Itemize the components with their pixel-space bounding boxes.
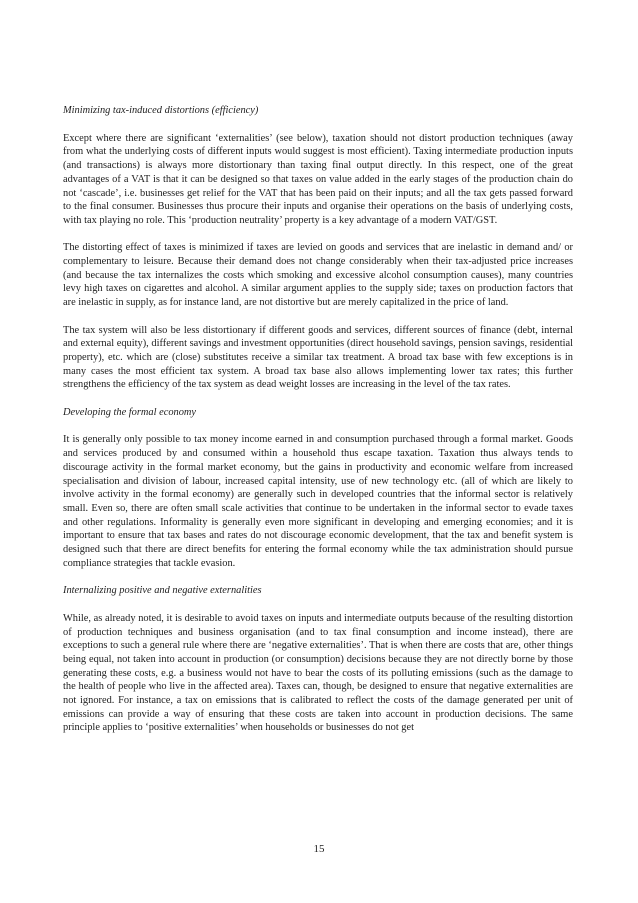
section-heading: Developing the formal economy [63,406,197,418]
section-formal-economy [63,406,573,571]
section-efficiency [63,104,573,392]
page-number: 15 [313,843,325,855]
document-body [63,104,573,749]
section-heading: Minimizing tax-induced distortions (efficiency) [63,105,259,116]
paragraph: Except where there are significant ‘externalities’ (see below), taxation should not distort production techniques (away from what the underlying costs of different inputs would suggest is most efficient). Taxing intermediate production inputs (and transactions) is always more distortionary than taxing final output directly. In this respect, one of the great advantages of a VAT is that it can be designed so that taxes on value added in the early stages of the production chain do not ‘cascade’, i.e. businesses get relief for the VAT that has been paid on their inputs; and all the tax gets passed forward to the final consumer. Businesses thus procure their inputs and organise their operations on the basis of underlying costs, with tax playing no role. This ‘production neutrality’ property is a key advantage of a modern VAT/GST. [63,132,573,226]
paragraph: While, as already noted, it is desirable to avoid taxes on inputs and intermediate outputs because of the resulting distortion of production techniques and business organisation (and to tax final consumption and income instead), there are exceptions to such a general rule where there are ‘negative externalities’. That is when there are costs that are, other things being equal, not taken into account in production (or consumption) decisions because they are not directly borne by those generating these costs, e.g. a business would not have to bear the costs of its polluting emissions (such as the damage to the health of people who live in the affected area). Taxes can, though, be designed to ensure that negative externalities are not ignored. For instance, a tax on emissions that is calibrated to reflect the costs of the damage generated per unit of emissions can provide a way of ensuring that these costs are taken into account in production decisions. The same principle applies to ‘positive externalities’ when households or businesses do not get [63,612,573,734]
section-externalities [63,584,573,735]
paragraph: It is generally only possible to tax money income earned in and consumption purchased through a formal market. Goods and services produced by and consumed within a household thus escape taxation. Taxation thus always tends to discourage activity in the formal market economy, but the gains in productivity and economic welfare from increased specialisation and division of labour, increased capital intensity, use of new technology etc. (all of which are likely to involve activity in the formal economy) are generally such in developed countries that the informal sector is relatively small. Even so, there are often small scale activities that continue to be undertaken in the informal sector to evade taxes and other regulations. Informality is generally even more significant in developing and emerging economies; and it is important to ensure that tax bases and rates do not discourage economic development, that the tax and benefit system is designed such that there are direct benefits for entering the formal economy while the tax administration should pursue compliance strategies that tackle evasion. [63,434,573,569]
paragraph: The distorting effect of taxes is minimized if taxes are levied on goods and services that are inelastic in demand and/ or complementary to leisure. Because their demand does not change considerably when their tax-adjusted price increases (and because the tax internalizes the costs which smoking and excessive alcohol consumption causes), many countries levy high taxes on cigarettes and alcohol. A similar argument applies to the supply side; taxes on production factors that are inelastic in supply, as for instance land, are not distortive but are merely capitalized in the price of land. [63,242,573,309]
paragraph: The tax system will also be less distortionary if different goods and services, different sources of finance (debt, internal and external equity), different savings and investment opportunities (direct household savings, pension savings, residential property), etc. which are (close) substitutes receive a similar tax treatment. A broad tax base with few exceptions is in many cases the most efficient tax system. A broad tax base also allows implementing lower tax rates; this further strengthens the efficiency of the tax system as dead weight losses are increasing in the level of the tax rates. [63,324,573,391]
section-heading: Internalizing positive and negative externalities [63,585,262,597]
